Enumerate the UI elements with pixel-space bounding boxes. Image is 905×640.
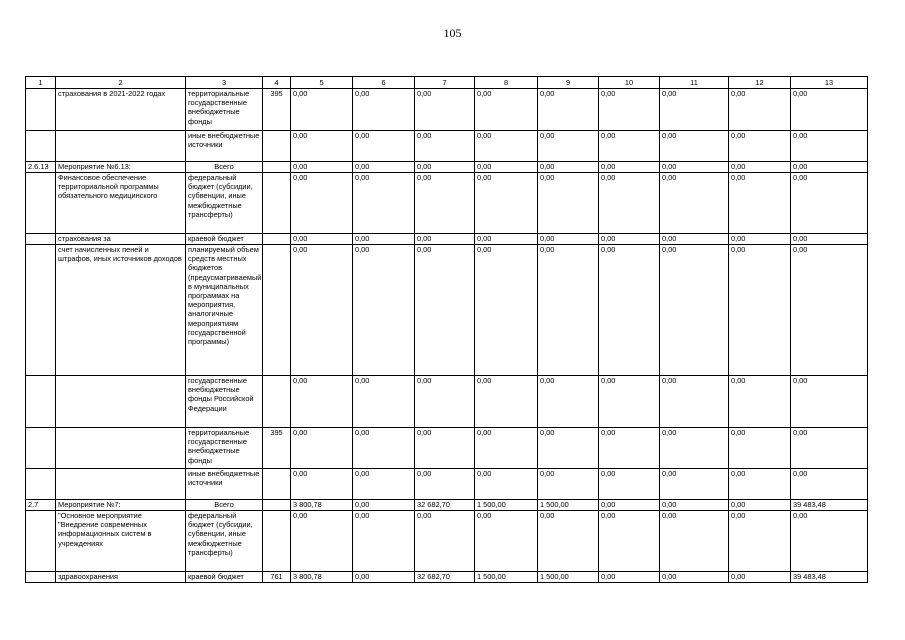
column-header: 1 bbox=[26, 77, 56, 89]
amount-cell: 0,00 bbox=[415, 511, 475, 572]
amount-cell: 0,00 bbox=[538, 376, 599, 428]
item-number-cell bbox=[26, 89, 56, 131]
amount-cell: 0,00 bbox=[353, 89, 415, 131]
amount-cell: 0,00 bbox=[599, 376, 660, 428]
amount-cell: 0,00 bbox=[475, 173, 538, 234]
amount-cell: 0,00 bbox=[353, 234, 415, 245]
amount-cell: 0,00 bbox=[729, 245, 791, 376]
amount-cell: 0,00 bbox=[475, 511, 538, 572]
table-row bbox=[26, 469, 868, 500]
code-cell bbox=[263, 376, 291, 428]
amount-cell: 0,00 bbox=[353, 469, 415, 500]
amount-cell: 0,00 bbox=[729, 511, 791, 572]
amount-cell: 0,00 bbox=[791, 89, 868, 131]
amount-cell: 0,00 bbox=[538, 162, 599, 173]
amount-cell: 1 500,00 bbox=[538, 500, 599, 511]
amount-cell: 0,00 bbox=[291, 511, 353, 572]
table-row bbox=[26, 162, 868, 173]
item-name-cell bbox=[56, 376, 186, 428]
amount-cell: 0,00 bbox=[791, 511, 868, 572]
amount-cell: 32 682,70 bbox=[415, 500, 475, 511]
item-number-cell bbox=[26, 572, 56, 583]
amount-cell: 0,00 bbox=[415, 162, 475, 173]
amount-cell: 3 800,78 bbox=[291, 500, 353, 511]
table-row bbox=[26, 500, 868, 511]
amount-cell: 0,00 bbox=[791, 131, 868, 162]
amount-cell: 0,00 bbox=[353, 162, 415, 173]
amount-cell: 0,00 bbox=[415, 469, 475, 500]
amount-cell: 1 500,00 bbox=[475, 500, 538, 511]
amount-cell: 0,00 bbox=[729, 428, 791, 469]
amount-cell: 0,00 bbox=[538, 428, 599, 469]
amount-cell: 0,00 bbox=[791, 234, 868, 245]
item-name-cell: счет начисленных пеней и штрафов, иных источников доходов bbox=[56, 245, 186, 376]
funding-source-cell: федеральный бюджет (субсидии, субвенции, иные межбюджетные трансферты) bbox=[186, 511, 263, 572]
amount-cell: 0,00 bbox=[599, 500, 660, 511]
amount-cell: 0,00 bbox=[475, 234, 538, 245]
column-header: 10 bbox=[599, 77, 660, 89]
amount-cell: 0,00 bbox=[475, 89, 538, 131]
table-row bbox=[26, 511, 868, 572]
table-row bbox=[26, 234, 868, 245]
item-number-cell bbox=[26, 428, 56, 469]
funding-source-cell: территориальные государственные внебюджетные фонды bbox=[186, 89, 263, 131]
amount-cell: 0,00 bbox=[353, 173, 415, 234]
amount-cell: 0,00 bbox=[353, 428, 415, 469]
amount-cell: 0,00 bbox=[415, 131, 475, 162]
amount-cell: 0,00 bbox=[660, 234, 729, 245]
table-row bbox=[26, 572, 868, 583]
amount-cell: 0,00 bbox=[415, 173, 475, 234]
amount-cell: 0,00 bbox=[791, 469, 868, 500]
amount-cell: 0,00 bbox=[729, 376, 791, 428]
code-cell bbox=[263, 500, 291, 511]
funding-source-cell: краевой бюджет bbox=[186, 572, 263, 583]
amount-cell: 0,00 bbox=[353, 131, 415, 162]
item-name-cell bbox=[56, 428, 186, 469]
amount-cell: 0,00 bbox=[660, 572, 729, 583]
amount-cell: 0,00 bbox=[353, 245, 415, 376]
amount-cell: 0,00 bbox=[475, 428, 538, 469]
item-name-cell: страхования за bbox=[56, 234, 186, 245]
amount-cell: 0,00 bbox=[791, 245, 868, 376]
item-name-cell: Финансовое обеспечение территориальной программы обязательного медицинского bbox=[56, 173, 186, 234]
amount-cell: 0,00 bbox=[475, 131, 538, 162]
amount-cell: 0,00 bbox=[538, 234, 599, 245]
amount-cell: 0,00 bbox=[660, 500, 729, 511]
table-row bbox=[26, 173, 868, 234]
column-header: 2 bbox=[56, 77, 186, 89]
amount-cell: 0,00 bbox=[415, 245, 475, 376]
amount-cell: 0,00 bbox=[729, 173, 791, 234]
amount-cell: 0,00 bbox=[291, 428, 353, 469]
code-cell: 395 bbox=[263, 428, 291, 469]
item-name-cell: Мероприятие №6.13: bbox=[56, 162, 186, 173]
amount-cell: 0,00 bbox=[729, 500, 791, 511]
table-row bbox=[26, 376, 868, 428]
page-number: 105 bbox=[443, 26, 462, 40]
column-header: 9 bbox=[538, 77, 599, 89]
column-header: 8 bbox=[475, 77, 538, 89]
amount-cell: 1 500,00 bbox=[538, 572, 599, 583]
item-number-cell bbox=[26, 245, 56, 376]
item-number-cell: 2.7 bbox=[26, 500, 56, 511]
item-number-cell bbox=[26, 131, 56, 162]
funding-source-cell: планируемый объем средств местных бюджетов (предусматриваемый в муниципальных программах на мероприятия, аналогичные мероприятиям государственной программы) bbox=[186, 245, 263, 376]
item-number-cell bbox=[26, 234, 56, 245]
amount-cell: 0,00 bbox=[791, 173, 868, 234]
column-header: 6 bbox=[353, 77, 415, 89]
amount-cell: 0,00 bbox=[599, 234, 660, 245]
amount-cell: 0,00 bbox=[599, 511, 660, 572]
table-row bbox=[26, 245, 868, 376]
code-cell bbox=[263, 234, 291, 245]
amount-cell: 0,00 bbox=[660, 511, 729, 572]
amount-cell: 0,00 bbox=[599, 572, 660, 583]
funding-source-cell: краевой бюджет bbox=[186, 234, 263, 245]
funding-source-cell: Всего bbox=[186, 500, 263, 511]
item-number-cell bbox=[26, 469, 56, 500]
amount-cell: 0,00 bbox=[291, 376, 353, 428]
amount-cell: 0,00 bbox=[291, 89, 353, 131]
amount-cell: 0,00 bbox=[660, 469, 729, 500]
amount-cell: 0,00 bbox=[415, 89, 475, 131]
amount-cell: 0,00 bbox=[791, 162, 868, 173]
amount-cell: 0,00 bbox=[599, 162, 660, 173]
amount-cell: 0,00 bbox=[291, 173, 353, 234]
item-number-cell bbox=[26, 376, 56, 428]
amount-cell: 0,00 bbox=[660, 428, 729, 469]
column-header: 7 bbox=[415, 77, 475, 89]
amount-cell: 0,00 bbox=[353, 511, 415, 572]
budget-table bbox=[25, 76, 868, 583]
amount-cell: 0,00 bbox=[729, 572, 791, 583]
item-number-cell bbox=[26, 511, 56, 572]
table-row bbox=[26, 131, 868, 162]
amount-cell: 1 500,00 bbox=[475, 572, 538, 583]
amount-cell: 0,00 bbox=[660, 173, 729, 234]
code-cell: 761 bbox=[263, 572, 291, 583]
amount-cell: 0,00 bbox=[660, 131, 729, 162]
column-header: 4 bbox=[263, 77, 291, 89]
amount-cell: 39 483,48 bbox=[791, 500, 868, 511]
amount-cell: 0,00 bbox=[660, 376, 729, 428]
amount-cell: 0,00 bbox=[599, 89, 660, 131]
amount-cell: 0,00 bbox=[538, 173, 599, 234]
amount-cell: 0,00 bbox=[291, 131, 353, 162]
amount-cell: 0,00 bbox=[599, 131, 660, 162]
code-cell bbox=[263, 131, 291, 162]
item-name-cell bbox=[56, 469, 186, 500]
code-cell bbox=[263, 162, 291, 173]
amount-cell: 0,00 bbox=[538, 89, 599, 131]
funding-source-cell: государственные внебюджетные фонды Российской Федерации bbox=[186, 376, 263, 428]
amount-cell: 0,00 bbox=[291, 234, 353, 245]
amount-cell: 0,00 bbox=[791, 376, 868, 428]
amount-cell: 0,00 bbox=[475, 469, 538, 500]
amount-cell: 0,00 bbox=[660, 89, 729, 131]
funding-source-cell: территориальные государственные внебюджетные фонды bbox=[186, 428, 263, 469]
item-name-cell bbox=[56, 131, 186, 162]
amount-cell: 0,00 bbox=[353, 500, 415, 511]
amount-cell: 0,00 bbox=[729, 131, 791, 162]
column-header: 13 bbox=[791, 77, 868, 89]
amount-cell: 0,00 bbox=[729, 469, 791, 500]
funding-source-cell: Всего bbox=[186, 162, 263, 173]
column-header: 5 bbox=[291, 77, 353, 89]
amount-cell: 39 483,48 bbox=[791, 572, 868, 583]
funding-source-cell: федеральный бюджет (субсидии, субвенции, иные межбюджетные трансферты) bbox=[186, 173, 263, 234]
item-name-cell: "Основное мероприятие "Внедрение современных информационных систем в учреждениях bbox=[56, 511, 186, 572]
amount-cell: 0,00 bbox=[415, 376, 475, 428]
funding-source-cell: иные внебюджетные источники bbox=[186, 131, 263, 162]
amount-cell: 0,00 bbox=[729, 162, 791, 173]
column-header-row bbox=[26, 77, 868, 89]
table-row bbox=[26, 428, 868, 469]
code-cell bbox=[263, 469, 291, 500]
amount-cell: 0,00 bbox=[475, 162, 538, 173]
amount-cell: 0,00 bbox=[538, 469, 599, 500]
column-header: 11 bbox=[660, 77, 729, 89]
amount-cell: 0,00 bbox=[353, 376, 415, 428]
amount-cell: 0,00 bbox=[538, 511, 599, 572]
amount-cell: 0,00 bbox=[475, 376, 538, 428]
code-cell bbox=[263, 511, 291, 572]
amount-cell: 0,00 bbox=[599, 428, 660, 469]
amount-cell: 0,00 bbox=[599, 173, 660, 234]
column-header: 3 bbox=[186, 77, 263, 89]
amount-cell: 0,00 bbox=[353, 572, 415, 583]
code-cell bbox=[263, 173, 291, 234]
amount-cell: 0,00 bbox=[291, 469, 353, 500]
amount-cell: 0,00 bbox=[660, 245, 729, 376]
amount-cell: 0,00 bbox=[291, 162, 353, 173]
code-cell: 395 bbox=[263, 89, 291, 131]
item-number-cell bbox=[26, 173, 56, 234]
amount-cell: 3 800,78 bbox=[291, 572, 353, 583]
amount-cell: 0,00 bbox=[291, 245, 353, 376]
column-header: 12 bbox=[729, 77, 791, 89]
amount-cell: 0,00 bbox=[538, 245, 599, 376]
amount-cell: 0,00 bbox=[729, 89, 791, 131]
code-cell bbox=[263, 245, 291, 376]
amount-cell: 0,00 bbox=[599, 469, 660, 500]
amount-cell: 0,00 bbox=[791, 428, 868, 469]
amount-cell: 0,00 bbox=[729, 234, 791, 245]
table-row bbox=[26, 89, 868, 131]
item-number-cell: 2.6.13 bbox=[26, 162, 56, 173]
amount-cell: 0,00 bbox=[599, 245, 660, 376]
item-name-cell: страхования в 2021-2022 годах bbox=[56, 89, 186, 131]
amount-cell: 0,00 bbox=[415, 428, 475, 469]
funding-source-cell: иные внебюджетные источники bbox=[186, 469, 263, 500]
amount-cell: 0,00 bbox=[415, 234, 475, 245]
amount-cell: 0,00 bbox=[660, 162, 729, 173]
item-name-cell: здравоохранения bbox=[56, 572, 186, 583]
amount-cell: 0,00 bbox=[538, 131, 599, 162]
amount-cell: 0,00 bbox=[475, 245, 538, 376]
amount-cell: 32 682,70 bbox=[415, 572, 475, 583]
item-name-cell: Мероприятие №7: bbox=[56, 500, 186, 511]
